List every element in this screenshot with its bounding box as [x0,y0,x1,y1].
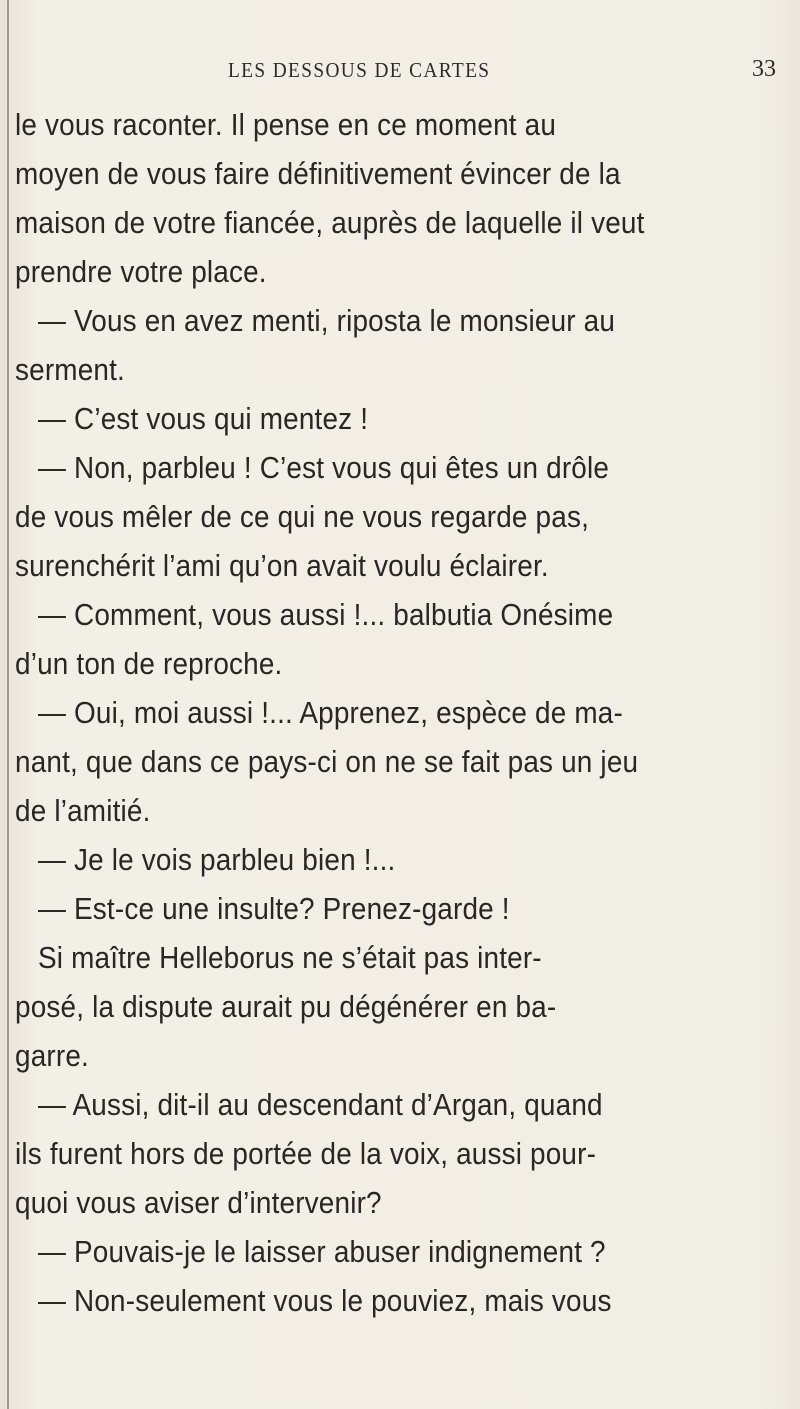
text-line: — Comment, vous aussi !... balbutia Onésime [38,597,614,632]
text-line: prendre votre place. [15,254,267,289]
text-line: — Est-ce une insulte? Prenez-garde ! [38,891,510,926]
running-title: LES DESSOUS DE CARTES [228,58,491,82]
text-line: garre. [15,1038,89,1073]
text-line: Si maître Helleborus ne s’était pas inter- [38,940,542,975]
page-header [0,58,800,88]
text-line: maison de votre fiancée, auprès de laquelle il veut [15,205,645,240]
text-line: quoi vous aviser d’intervenir? [15,1185,382,1220]
text-line: — Pouvais-je le laisser abuser indignement ? [38,1234,606,1269]
text-line: ils furent hors de portée de la voix, aussi pour- [15,1136,597,1171]
text-line: de vous mêler de ce qui ne vous regarde pas, [15,499,590,534]
text-line: nant, que dans ce pays-ci on ne se fait pas un jeu [15,744,639,779]
text-line: — Vous en avez menti, riposta le monsieur au [38,303,616,338]
text-line: le vous raconter. Il pense en ce moment au [15,107,557,142]
text-line: — Je le vois parbleu bien !... [38,842,396,877]
text-line: de l’amitié. [15,793,151,828]
text-line: — Non-seulement vous le pouviez, mais vous [38,1283,612,1318]
text-line: — Aussi, dit-il au descendant d’Argan, quand [38,1087,603,1122]
text-line: d’un ton de reproche. [15,646,283,681]
text-line: — Oui, moi aussi !... Apprenez, espèce de ma- [38,695,623,730]
text-line: moyen de vous faire définitivement évincer de la [15,156,621,191]
text-line: serment. [15,352,125,387]
binding-gutter [7,0,9,1409]
text-line: surenchérit l’ami qu’on avait voulu éclairer. [15,548,549,583]
text-line: — Non, parbleu ! C’est vous qui êtes un drôle [38,450,610,485]
text-line: posé, la dispute aurait pu dégénérer en ba- [15,989,557,1024]
text-line: — C’est vous qui mentez ! [38,401,369,436]
page-number: 33 [752,56,776,82]
